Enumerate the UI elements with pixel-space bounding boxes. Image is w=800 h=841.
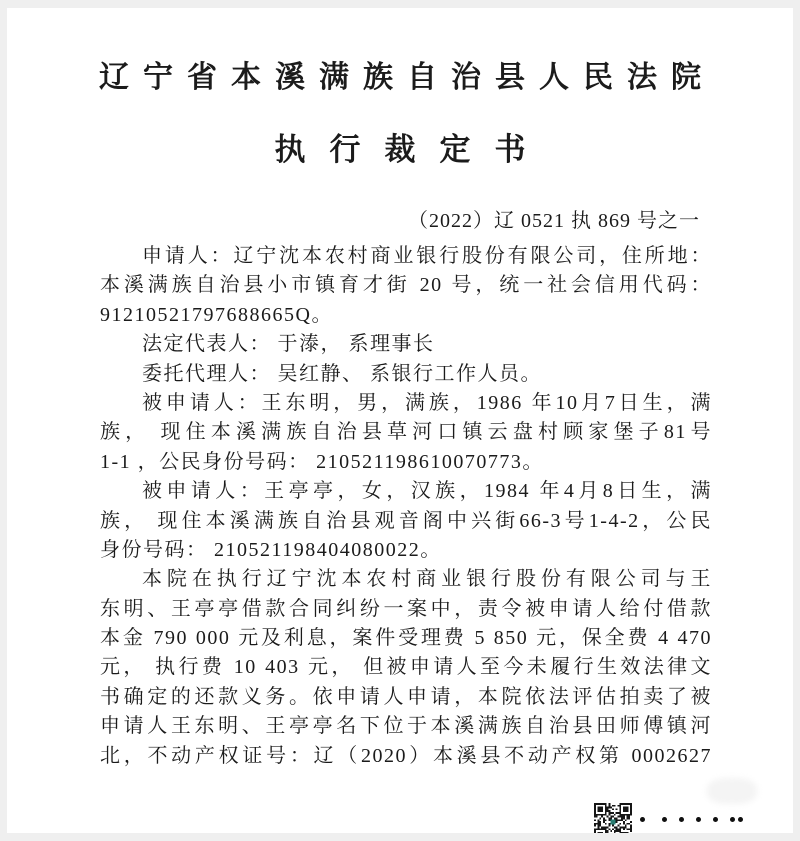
court-name-heading: 辽宁省本溪满族自治县人民法院 xyxy=(99,61,715,94)
document-line: 族， 现住本溪满族自治县草河口镇云盘村顾家堡子81号 xyxy=(100,421,712,444)
document-line: 本金 790 000 元及利息，案件受理费 5 850 元，保全费 4 470 xyxy=(100,627,712,650)
document-line: 本院在执行辽宁沈本农村商业银行股份有限公司与王 xyxy=(142,568,712,591)
document-line: 族， 现住本溪满族自治县观音阁中兴街66-3号1-4-2，公民 xyxy=(100,509,712,532)
qr-code-icon xyxy=(594,803,632,833)
dot-icon xyxy=(696,817,701,822)
dot-icon xyxy=(640,817,645,822)
document-line: 本溪满族自治县小市镇育才街 20 号，统一社会信用代码： xyxy=(100,274,712,297)
dot-icon xyxy=(738,817,743,822)
document-line: 委托代理人： 吴红静、 系银行工作人员。 xyxy=(142,362,542,385)
dot-icon xyxy=(662,817,667,822)
document-line: 元， 执行费 10 403 元， 但被申请人至今未履行生效法律文 xyxy=(100,656,712,679)
document-line: 申请人：辽宁沈本农村商业银行股份有限公司，住所地： xyxy=(142,245,712,267)
scan-smudge xyxy=(707,778,757,804)
dot-icon xyxy=(713,817,718,822)
document-line: 东明、王亭亭借款合同纠纷一案中，责令被申请人给付借款 xyxy=(100,597,712,620)
document-line: 申请人王东明、王亭亭名下位于本溪满族自治县田师傅镇河 xyxy=(100,715,712,738)
document-line: 91210521797688665Q。 xyxy=(100,303,333,326)
document-line: 法定代表人： 于溙， 系理事长 xyxy=(142,333,435,356)
dot-icon xyxy=(730,817,735,822)
document-line: 书确定的还款义务。依申请人申请，本院依法评估拍卖了被 xyxy=(100,685,712,708)
document-line: 北，不动产权证号：辽（2020）本溪县不动产权第 0002627 xyxy=(100,744,712,767)
document-line: 被申请人：王亭亭，女，汉族，1984 年4月8日生，满 xyxy=(142,480,712,503)
document-line: 1-1 ，公民身份号码： 210521198610070773。 xyxy=(100,450,544,473)
document-line: 被申请人：王东明，男，满族，1986 年10月7日生，满 xyxy=(142,391,712,414)
document-title: 执行裁定书 xyxy=(274,132,550,167)
document-page xyxy=(7,8,793,833)
document-line: 身份号码： 210521198404080022。 xyxy=(100,538,442,561)
case-number: （2022）辽 0521 执 869 号之一 xyxy=(408,210,700,232)
dot-icon xyxy=(679,817,684,822)
document-body xyxy=(100,242,712,771)
